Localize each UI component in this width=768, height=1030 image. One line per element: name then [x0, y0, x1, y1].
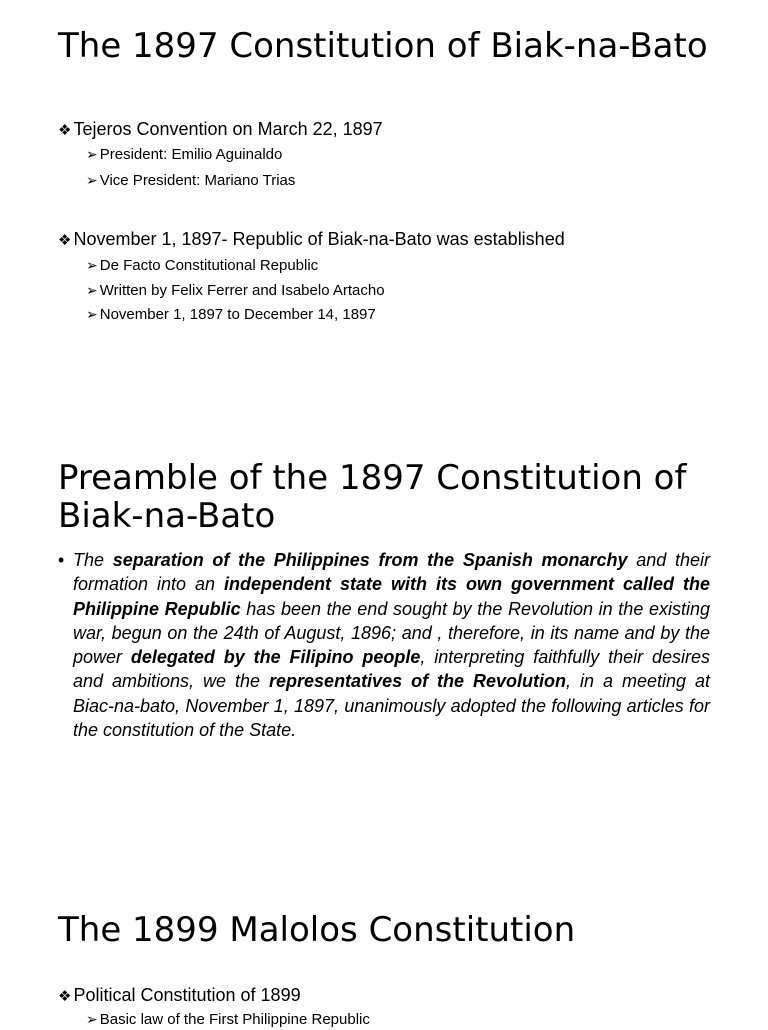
slide1-title: The 1897 Constitution of Biak-na-Bato: [58, 26, 708, 66]
diamond-bullet-icon: ❖: [58, 121, 72, 139]
slide1-bullet-tejeros: [58, 118, 383, 141]
arrow-bullet-icon: ➢: [86, 1012, 98, 1028]
sub-bullet-text: Basic law of the First Philippine Republic: [99, 1011, 370, 1028]
preamble-emphasis: representatives of the Revolution: [269, 671, 567, 692]
slide1-sub-dates: [86, 305, 376, 325]
preamble-paragraph: [58, 548, 710, 742]
arrow-bullet-icon: ➢: [86, 147, 98, 163]
slide3-title: The 1899 Malolos Constitution: [58, 910, 576, 950]
preamble-text: The: [73, 550, 113, 570]
preamble-emphasis: independent state with its own government called the Philippine Republic: [73, 574, 711, 619]
bullet-text: November 1, 1897- Republic of Biak-na-Bato was established: [73, 229, 565, 249]
preamble-emphasis: separation of the Philippines from the Spanish monarchy: [112, 550, 628, 570]
arrow-bullet-icon: ➢: [86, 307, 98, 323]
slide2-title: Preamble of the 1897 Constitution of Biak-na-Bato: [58, 458, 687, 536]
sub-bullet-text: De Facto Constitutional Republic: [99, 257, 319, 274]
bullet-dot-icon: •: [58, 550, 65, 570]
sub-bullet-text: Vice President: Mariano Trias: [99, 172, 296, 189]
arrow-bullet-icon: ➢: [86, 173, 98, 189]
preamble-text: has been the end sought by the Revolution in the existing war, begun on the 24th of August, 1896; and , therefore, in its name and by the power: [73, 598, 710, 668]
diamond-bullet-icon: ❖: [58, 987, 72, 1005]
slide1-sub-written-by: [86, 281, 385, 301]
preamble-emphasis: delegated by the Filipino people: [130, 647, 421, 668]
arrow-bullet-icon: ➢: [86, 283, 98, 299]
sub-bullet-text: Written by Felix Ferrer and Isabelo Artacho: [99, 282, 385, 299]
diamond-bullet-icon: ❖: [58, 231, 72, 249]
preamble-body: [73, 548, 710, 742]
preamble-text: , interpreting faithfully their desires and ambitions, we the: [73, 647, 711, 692]
slide1-sub-vice-president: [86, 171, 295, 191]
bullet-text: Tejeros Convention on March 22, 1897: [73, 119, 383, 139]
sub-bullet-text: November 1, 1897 to December 14, 1897: [99, 306, 376, 323]
arrow-bullet-icon: ➢: [86, 258, 98, 274]
sub-bullet-text: President: Emilio Aguinaldo: [99, 146, 283, 163]
slide1-sub-de-facto: [86, 256, 318, 276]
slide3-bullet-political: [58, 984, 301, 1007]
bullet-text: Political Constitution of 1899: [73, 985, 301, 1005]
preamble-text: and their formation into an: [73, 550, 710, 595]
slide3-sub-basic-law: [86, 1010, 370, 1030]
preamble-text: , in a meeting at Biac-na-bato, November 1, 1897, unanimously adopted the following articles for the constitution of the State.: [73, 671, 710, 741]
slide1-sub-president: [86, 145, 282, 165]
slide1-bullet-november: [58, 228, 565, 251]
